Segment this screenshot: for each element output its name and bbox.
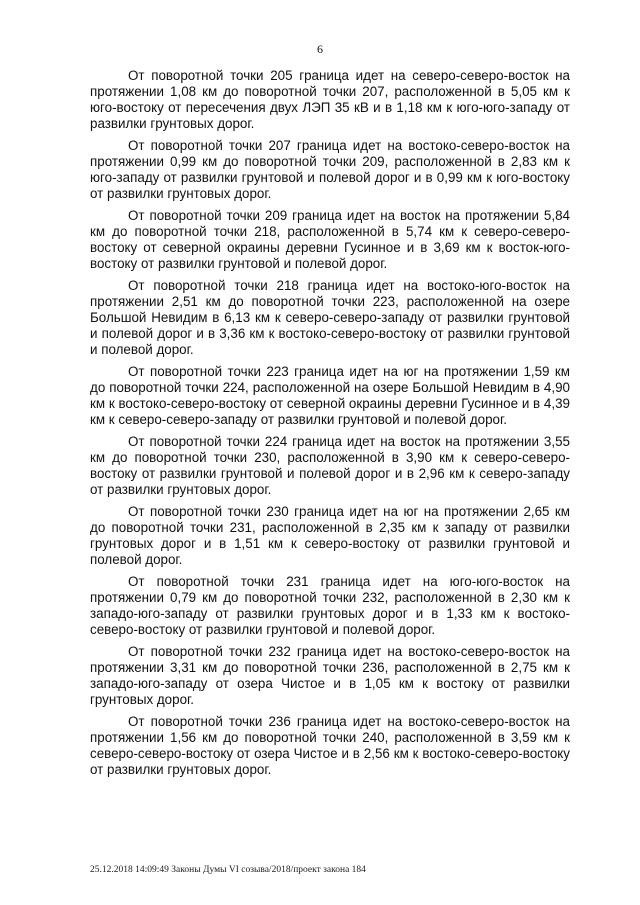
document-body: [90, 68, 570, 784]
paragraph-2: От поворотной точки 207 граница идет на востоко-северо-восток на протяжении 0,99 км до поворотной точки 209, расположенной в 2,83 км к юго-западу от развилки грунтовой и полевой дорог и в 0,99 км к юго-востоку от развилки грунтовых дорог.: [90, 138, 570, 201]
paragraph-9: От поворотной точки 232 граница идет на востоко-северо-восток на протяжении 3,31 км до поворотной точки 236, расположенной в 2,75 км к западо-юго-западу от озера Чистое и в 1,05 км к востоку от развилки грунтовых дорог.: [90, 644, 570, 707]
paragraph-7: От поворотной точки 230 граница идет на юг на протяжении 2,65 км до поворотной точки 231, расположенной в 2,35 км к западу от развилки грунтовых дорог и в 1,51 км к северо-востоку от развилки грунтовой и полевой дорог.: [90, 504, 570, 567]
paragraph-4: От поворотной точки 218 граница идет на востоко-юго-восток на протяжении 2,51 км до поворотной точки 223, расположенной на озере Большой Невидим в 6,13 км к северо-северо-западу от развилки грунтовой и полевой дорог и в 3,36 км к востоко-северо-востоку от развилки грунтовой и полевой дорог.: [90, 278, 570, 357]
page-number: 6: [317, 42, 323, 56]
paragraph-6: От поворотной точки 224 граница идет на восток на протяжении 3,55 км до поворотной точки 230, расположенной в 3,90 км к северо-северо-востоку от развилки грунтовой и полевой дорог и в 2,96 км к северо-западу от развилки грунтовых дорог.: [90, 434, 570, 497]
paragraph-8: От поворотной точки 231 граница идет на юго-юго-восток на протяжении 0,79 км до поворотной точки 232, расположенной в 2,30 км к западо-юго-западу от развилки грунтовых дорог и в 1,33 км к востоко-северо-востоку от развилки грунтовой и полевой дорог.: [90, 574, 570, 637]
paragraph-1: От поворотной точки 205 граница идет на северо-северо-восток на протяжении 1,08 км до поворотной точки 207, расположенной в 5,05 км к юго-востоку от пересечения двух ЛЭП 35 кВ и в 1,18 км к юго-юго-западу от развилки грунтовых дорог.: [90, 68, 570, 131]
paragraph-3: От поворотной точки 209 граница идет на восток на протяжении 5,84 км до поворотной точки 218, расположенной в 5,74 км к северо-северо-востоку от северной окраины деревни Гусинное и в 3,69 км к восток-юго-востоку от развилки грунтовой и полевой дорог.: [90, 208, 570, 271]
paragraph-5: От поворотной точки 223 граница идет на юг на протяжении 1,59 км до поворотной точки 224, расположенной на озере Большой Невидим в 4,90 км к востоко-северо-востоку от северной окраины деревни Гусинное и в 4,39 км к северо-северо-западу от развилки грунтовой и полевой дорог.: [90, 364, 570, 427]
paragraph-10: От поворотной точки 236 граница идет на востоко-северо-восток на протяжении 1,56 км до поворотной точки 240, расположенной в 3,59 км к северо-северо-востоку от озера Чистое и в 2,56 км к востоко-северо-востоку от развилки грунтовых дорог.: [90, 714, 570, 777]
document-footer: 25.12.2018 14:09:49 Законы Думы VI созыва/2018/проект закона 184: [90, 865, 366, 875]
